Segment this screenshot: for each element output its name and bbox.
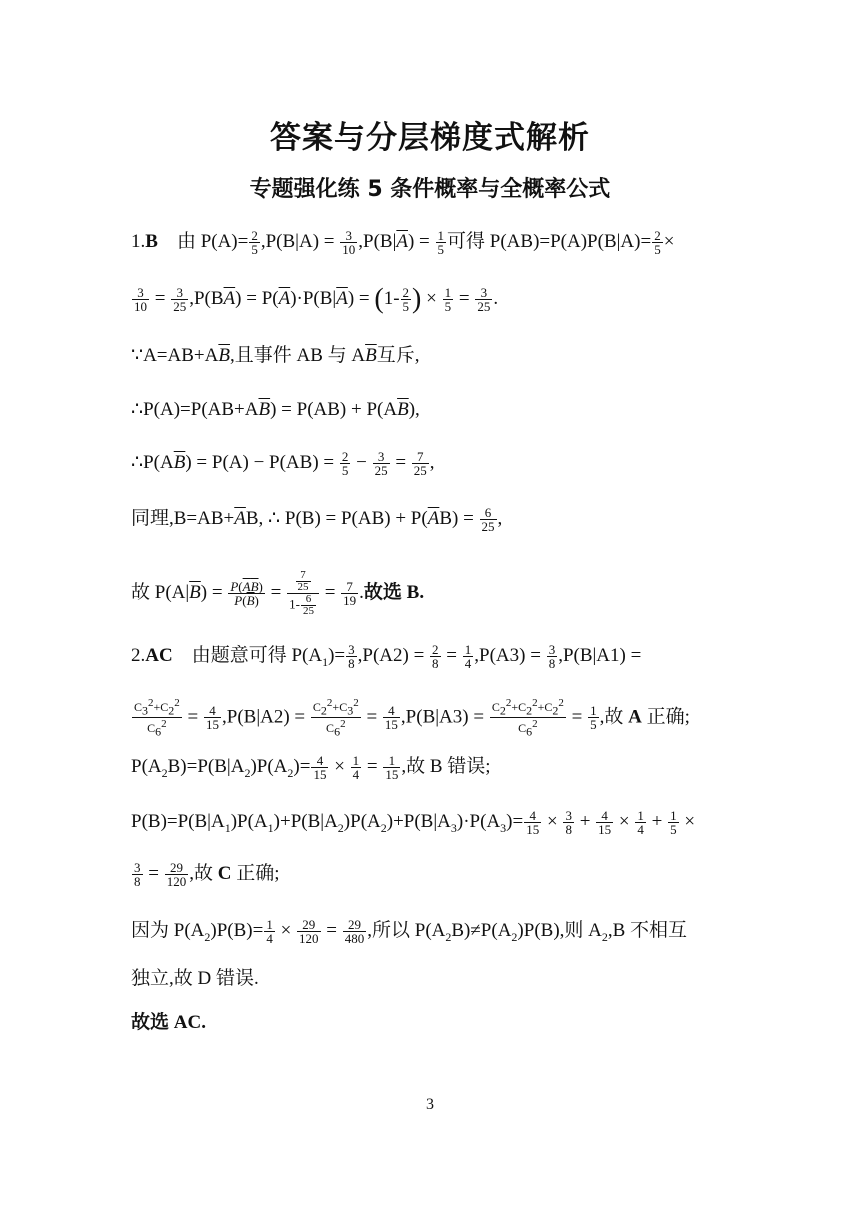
q2-line-4: $P(B)=P(B|A_1)P(A_1)+P(B|A_2)P(A_2)+P(B|A_3)\cdot P(A_3)=$ $\frac{4}{15}$ × $\frac{3}{8}$ + $\frac{4}{15}$ × $\frac{1}{4}$ + $\frac{1}{5}$ × bbox=[131, 808, 696, 838]
q2-line-5: $\frac{3}{8}$ = $\frac{29}{120}$ ,故 C 正确; bbox=[134, 860, 280, 890]
q2-line-2: $\frac{C_3^2+C_2^2}{C_6^2}$ = $\frac{4}{15}$ ,P(B|A2) = $\frac{C_2^2+C_3^2}{C_6^2}$ = $\frac{4}{15}$ ,P(B|A3) = $\frac{C_2^2+C_2^2+C_2^2}{C_6^2}$ = $\frac{1}{5}$ ,故 A 正确; bbox=[134, 697, 690, 739]
q1-line-5: $\therefore P(A\overline{B}) = P(A) - P(AB)$ = $\frac{2}{5}$ − $\frac{3}{25}$ = $\frac{7}{25}$ , bbox=[131, 449, 435, 479]
q1-line-2: $\frac{3}{10}$ = $\frac{3}{25}$ $,P(B\overline{A}) = P(\overline{A})\cdot P(B|\overline{A}) = (1-$ $\frac{2}{5}$ ) × $\frac{1}{5}$ = $\frac{3}{25}$ . bbox=[134, 283, 499, 315]
page-number: 3 bbox=[426, 1096, 434, 1113]
q2-answer: AC bbox=[145, 645, 173, 666]
q2-final: 故选 AC. bbox=[131, 1012, 206, 1033]
q1-conclusion: 故选 B. bbox=[363, 581, 425, 603]
q1-line-7: 故 $P(A|\overline{B})$ = $\frac{P(\overline{A}\overline{B})}{P(\overline{B})}$ = $\frac{7}{25}$ 1- $\frac{6}{25}$ = $\frac{7}{19}$ .故选 B. bbox=[131, 569, 425, 617]
q1-answer: B bbox=[145, 231, 158, 252]
q2-line-6: 因为 $P(A_2)P(B)=$ $\frac{1}{4}$ × $\frac{29}{120}$ = $\frac{29}{480}$ ,所以 $P(A_2B)\ne P(A_2)P(B)$,则 $A_2,B$ 不相互 bbox=[131, 917, 688, 947]
q1-line-4: $\therefore P(A)=P(AB+A\overline{B}) = P(AB) + P(A\overline{B})$, bbox=[131, 399, 420, 420]
section-subtitle: 专题强化练 5 条件概率与全概率公式 bbox=[249, 177, 611, 202]
q1-line-3: $\because A=AB+A\overline{B}$,且事件 AB 与 $A\overline{B}$互斥, bbox=[131, 345, 420, 366]
q2-number: 2. bbox=[131, 645, 146, 666]
q1-line-6: 同理$,B=AB+\overline{A}B$, ∴ $P(B) = P(AB) + P(\overline{A}B)$ = $\frac{6}{25}$ , bbox=[131, 505, 503, 535]
q2-line-1: 2.AC 由题意可得 $P(A_1)=$ $\frac{3}{8}$ ,P(A2) = $\frac{2}{8}$ = $\frac{1}{4}$ ,P(A3) = $\frac{3}{8}$ ,P(B|A1) = bbox=[131, 642, 642, 672]
q1-line-1: 1.B 由 P(A)= $\frac{2}{5}$ ,P(B|A) = $\frac{3}{10}$ $,P(B|\overline{A})$ = $\frac{1}{5}$ 可得 P(AB)=P(A)P(B|A)= $\frac{2}{5}$ × bbox=[131, 228, 675, 258]
q1-number: 1. bbox=[131, 231, 146, 252]
q2-line-3: $P(A_2B)=P(B|A_2)P(A_2)=$ $\frac{4}{15}$ × $\frac{1}{4}$ = $\frac{1}{15}$ ,故 B 错误; bbox=[131, 753, 491, 783]
q2-line-7: 独立,故 D 错误. bbox=[131, 968, 259, 989]
page-title: 答案与分层梯度式解析 bbox=[270, 120, 590, 156]
